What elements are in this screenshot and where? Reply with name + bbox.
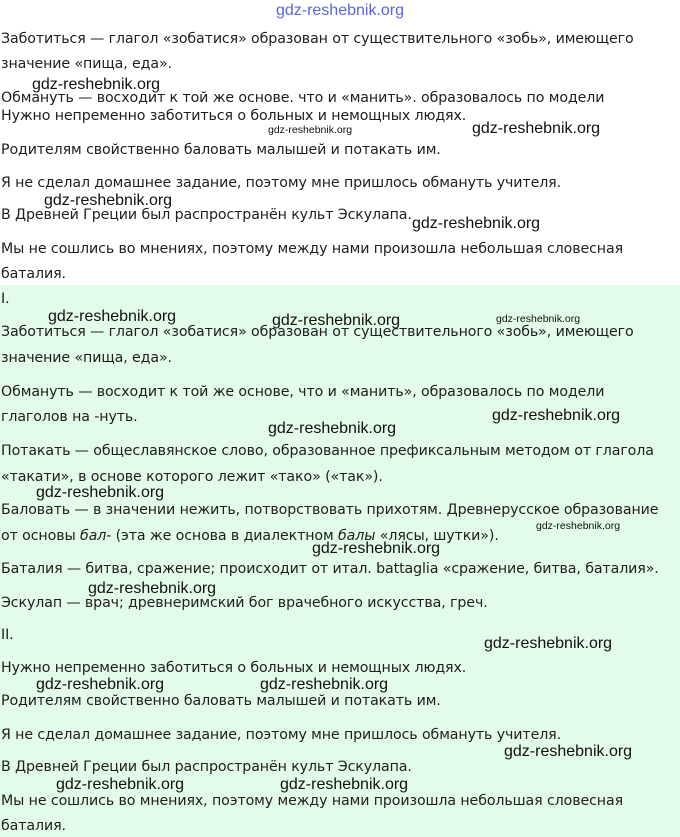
watermark: gdz-reshebnik.org [88, 580, 217, 597]
text-line: «такати», в основе которого лежит «тако» («так»). [1, 469, 383, 485]
watermark: gdz-reshebnik.org [36, 676, 165, 693]
text-line: баталия. [1, 818, 66, 834]
watermark: gdz-reshebnik.org [56, 776, 185, 793]
text-line: Обмануть — восходит к той же основе. что и «манить». образовалось по модели [1, 90, 605, 106]
text-line: баталия. [1, 266, 66, 282]
text-line: Заботиться — глагол «зобатися» образован от существительного «зобь», имеющего [1, 31, 634, 47]
watermark: gdz-reshebnik.org [32, 76, 161, 93]
text-line: Баловать — в значении нежить, потворствовать прихотям. Древнерусское образование [1, 502, 659, 518]
text-line: Родителям свойственно баловать малышей и потакать им. [1, 693, 441, 709]
watermark: gdz-reshebnik.org [496, 313, 581, 325]
text-line: Потакать — общеславянское слово, образованное префиксальным методом от глагола [1, 443, 654, 459]
text-line: Баталия — битва, сражение; происходит от итал. battaglia «сражение, битва, баталия». [1, 561, 659, 577]
text-fragment: от основы [1, 528, 80, 544]
text-line: Я не сделал домашнее задание, поэтому мне пришлось обмануть учителя. [1, 727, 562, 743]
watermark: gdz-reshebnik.org [268, 420, 397, 437]
watermark: gdz-reshebnik.org [44, 192, 173, 209]
watermark: gdz-reshebnik.org [312, 540, 441, 557]
italic-stem: бал- [79, 528, 112, 544]
text-line: глаголов на -нуть. [1, 409, 138, 425]
watermark: gdz-reshebnik.org [504, 743, 633, 760]
watermark: gdz-reshebnik.org [472, 120, 601, 137]
text-line: Мы не сошлись во мнениях, поэтому между нами произошла небольшая словесная [1, 241, 624, 257]
text-line: Родителям свойственно баловать малышей и потакать им. [1, 142, 441, 158]
text-line: В Древней Греции был распространён культ Эскулапа. [1, 759, 412, 775]
section-heading-1: I. [1, 291, 10, 307]
watermark: gdz-reshebnik.org [536, 520, 621, 532]
watermark: gdz-reshebnik.org [260, 676, 389, 693]
text-fragment: «лясы, шутки»). [375, 528, 499, 544]
watermark: gdz-reshebnik.org [492, 407, 621, 424]
text-line: Обмануть — восходит к той же основе, что и «манить», образовалось по модели [1, 384, 605, 400]
text-line: Я не сделал домашнее задание, поэтому мне пришлось обмануть учителя. [1, 175, 562, 191]
watermark: gdz-reshebnik.org [484, 635, 613, 652]
text-fragment: (эта же основа в диалектном [111, 528, 339, 544]
italic-word: балы [338, 528, 376, 544]
watermark: gdz-reshebnik.org [36, 484, 165, 501]
watermark: gdz-reshebnik.org [272, 312, 401, 329]
text-line: Заботиться — глагол «зобатися» образован от существительного «зобь», имеющего [1, 324, 634, 340]
text-line: Мы не сошлись во мнениях, поэтому между нами произошла небольшая словесная [1, 793, 624, 809]
header-watermark: gdz-reshebnik.org [275, 2, 405, 19]
watermark: gdz-reshebnik.org [268, 124, 353, 136]
watermark: gdz-reshebnik.org [412, 215, 541, 232]
text-line: значение «пища, еда». [1, 56, 172, 72]
text-line: Эскулап — врач; древнеримский бог врачебного искусства, греч. [1, 595, 488, 611]
section-heading-2: II. [1, 627, 14, 643]
text-line: В Древней Греции был распространён культ Эскулапа. [1, 207, 412, 223]
watermark: gdz-reshebnik.org [280, 776, 409, 793]
text-line: Нужно непременно заботиться о больных и немощных людях. [1, 660, 467, 676]
text-line: Нужно непременно заботиться о больных и немощных людях. [1, 108, 467, 124]
text-line: значение «пища, еда». [1, 350, 172, 366]
watermark: gdz-reshebnik.org [48, 308, 177, 325]
